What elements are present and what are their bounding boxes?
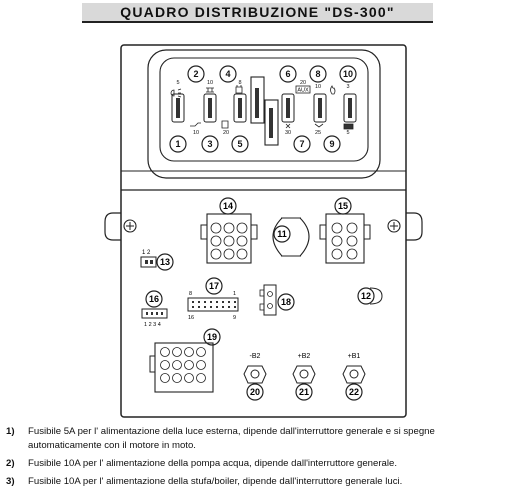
fan-icon [286,124,290,128]
fuse-4-amp: 8 [238,80,242,86]
terminal-21-number: 21 [298,387,310,397]
terminal-22-number: 22 [348,387,360,397]
connector-17-pin-9: 9 [233,315,237,321]
legend-number: 1) [6,426,15,437]
connector-14 [201,198,257,263]
connector-19 [150,329,220,392]
connector-17-pin-8: 8 [189,291,193,297]
connector-17-pin-1: 1 [233,291,237,297]
terminal-20-label: -B2 [249,353,261,360]
fuse-1-number: 1 [175,139,181,149]
fuse-3-number: 3 [207,139,213,149]
connector-18 [260,285,294,315]
fuse-5-number: 5 [237,139,243,149]
fuse-3-amp: 10 [192,130,200,136]
fuse-9-amp: 25 [314,130,322,136]
fuse-4-number: 4 [225,69,231,79]
legend-item [6,425,511,453]
connector-19-number: 19 [206,332,218,342]
terminal-22-label: +B1 [347,353,361,360]
fuse-6-amp: 20 [299,80,307,86]
fuse-10-number: 10 [342,69,354,79]
terminal-20 [244,353,266,400]
connector-13-pins: 1 2 [142,250,151,256]
light-icon [171,89,181,97]
connector-12-number: 12 [360,291,372,301]
connector-11-number: 11 [277,229,287,239]
fuse-badges-top [188,66,356,82]
antenna-icon [315,124,323,127]
fuse-10-amp: 3 [346,84,350,90]
wire-loop-11 [273,218,309,256]
fuse-2-number: 2 [193,69,199,79]
mount-tab-left [105,213,121,240]
fuse-9-number: 9 [329,139,335,149]
connector-14-number: 14 [222,201,234,211]
fuse-7-amp: 30 [284,130,292,136]
fuse-5-amp: 20 [222,130,230,136]
fuse-1-amp: 5 [176,80,180,86]
aux-label: AUX [297,87,309,94]
connector-16-number: 16 [148,294,160,304]
legend-item [6,457,511,471]
legend-text: Fusibile 10A per l' alimentazione della stufa/boiler, dipende dall'interruttore generale luci. [28,476,403,487]
connector-18-number: 18 [280,297,292,307]
flame-icon [331,86,336,94]
page-title: QUADRO DISTRIBUZIONE "DS-300" [120,4,395,20]
fuse-8-number: 8 [315,69,321,79]
legend-text: Fusibile 10A per l' alimentazione della pompa acqua, dipende dall'interruttore generale. [28,458,397,469]
legend-number: 3) [6,476,15,487]
connector-16-pins: 1 2 3 4 [144,322,161,328]
connector-13 [141,250,173,270]
legend-item [6,475,511,489]
fuse-badges-bottom [170,136,340,152]
legend-number: 2) [6,458,15,469]
heater-icon [236,85,242,93]
terminal-20-number: 20 [249,387,261,397]
connector-17-pin-16: 16 [188,315,195,321]
fuse-7-number: 7 [299,139,305,149]
terminal-21 [293,353,315,400]
connector-17 [188,278,238,321]
terminal-22 [343,353,365,400]
fuse-8-amp: 10 [314,84,322,90]
battery-icon [344,124,353,129]
mount-tab-right [406,213,422,240]
fuse-10-bottom-amp: 5 [346,130,350,136]
legend-list [6,425,511,493]
step-icon [190,123,201,126]
connector-16 [142,291,167,328]
wire-loop-12 [358,288,382,304]
pump-icon [206,88,214,92]
fuse-6-number: 6 [285,69,291,79]
terminal-21-label: +B2 [297,353,311,360]
fuse-2-amp: 10 [206,80,214,86]
connector-15 [320,198,370,263]
fridge-icon [222,121,228,128]
connector-17-number: 17 [208,281,220,291]
connector-15-number: 15 [337,201,349,211]
connector-13-number: 13 [159,257,171,267]
legend-text: Fusibile 5A per l' alimentazione della luce esterna, dipende dall'interruttore generale e si spegne automaticamente con il motore in moto. [28,426,435,451]
